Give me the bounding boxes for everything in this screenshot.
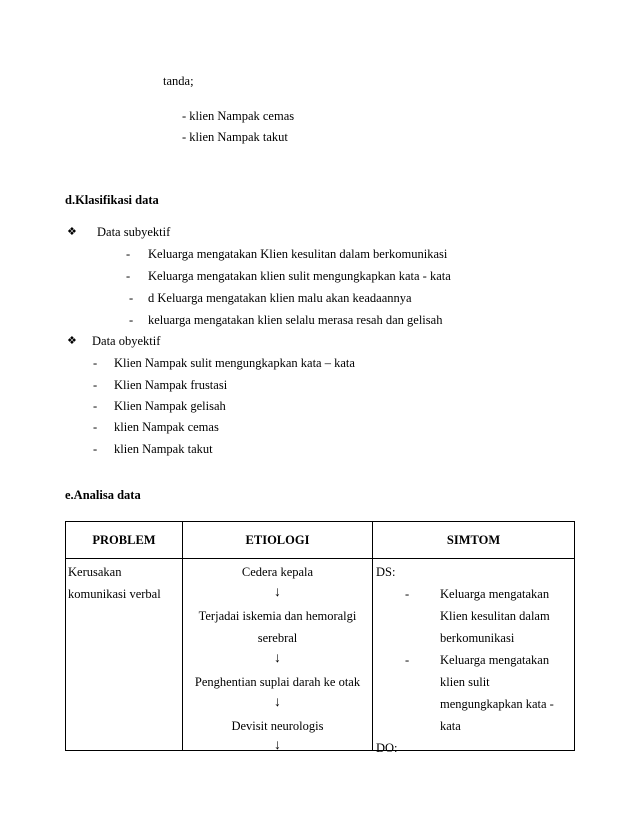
etiologi-line: Penghentian suplai darah ke otak bbox=[194, 675, 361, 689]
top-item: - klien Nampak cemas bbox=[182, 109, 295, 123]
obyektif-item: Klien Nampak frustasi bbox=[114, 378, 228, 392]
dash: - bbox=[93, 420, 98, 434]
simtom-cell bbox=[373, 559, 575, 755]
header-etiologi: ETIOLOGI bbox=[183, 522, 373, 559]
analisa-table bbox=[65, 521, 575, 755]
dash: - bbox=[93, 399, 98, 413]
dash: - bbox=[93, 356, 98, 370]
simtom-line: berkomunikasi bbox=[440, 631, 515, 645]
etiologi-line: Cedera kepala bbox=[241, 565, 314, 579]
dash: - bbox=[93, 442, 98, 456]
tanda-label: tanda; bbox=[163, 74, 194, 88]
down-arrow-icon: ↓ bbox=[274, 585, 281, 600]
obyektif-item: klien Nampak cemas bbox=[114, 420, 219, 434]
subyektif-item: keluarga mengatakan klien selalu merasa resah dan gelisah bbox=[148, 313, 443, 327]
table-row bbox=[66, 559, 575, 751]
down-arrow-icon: ↓ bbox=[274, 651, 281, 666]
simtom-line: Keluarga mengatakan bbox=[440, 587, 550, 601]
subyektif-item: Keluarga mengatakan Klien kesulitan dalam berkomunikasi bbox=[148, 247, 448, 261]
diamond-bullet-icon: ❖ bbox=[67, 226, 77, 238]
down-arrow-icon: ↓ bbox=[274, 695, 281, 710]
etiologi-line: serebral bbox=[257, 631, 298, 645]
subyektif-item: d Keluarga mengatakan klien malu akan keadaannya bbox=[148, 291, 412, 305]
dash: - bbox=[126, 247, 131, 261]
dash: - bbox=[405, 587, 410, 601]
etiologi-cell bbox=[183, 559, 373, 751]
problem-line: Kerusakan bbox=[68, 565, 122, 579]
ds-label: DS: bbox=[376, 565, 396, 579]
down-arrow-icon: ↓ bbox=[274, 738, 281, 753]
obyektif-item: Klien Nampak gelisah bbox=[114, 399, 226, 413]
obyektif-label: Data obyektif bbox=[92, 334, 161, 348]
diamond-bullet-icon: ❖ bbox=[67, 335, 77, 347]
subyektif-item: Keluarga mengatakan klien sulit mengungkapkan kata - kata bbox=[148, 269, 451, 283]
etiologi-line: Terjadai iskemia dan hemoralgi bbox=[198, 609, 357, 623]
klasifikasi-heading: d.Klasifikasi data bbox=[65, 193, 159, 207]
obyektif-item: Klien Nampak sulit mengungkapkan kata – kata bbox=[114, 356, 355, 370]
problem-line: komunikasi verbal bbox=[68, 587, 161, 601]
dash: - bbox=[405, 653, 410, 667]
simtom-line: Keluarga mengatakan bbox=[440, 653, 550, 667]
simtom-line: Klien kesulitan dalam bbox=[440, 609, 550, 623]
etiologi-line: Devisit neurologis bbox=[231, 719, 324, 733]
obyektif-item: klien Nampak takut bbox=[114, 442, 213, 456]
do-label: DO: bbox=[376, 741, 398, 755]
top-item: - klien Nampak takut bbox=[182, 130, 288, 144]
dash: - bbox=[129, 291, 134, 305]
subyektif-label: Data subyektif bbox=[97, 225, 171, 239]
dash: - bbox=[126, 269, 131, 283]
dash: - bbox=[129, 313, 134, 327]
header-problem: PROBLEM bbox=[66, 522, 183, 559]
analisa-heading: e.Analisa data bbox=[65, 488, 141, 502]
header-simtom: SIMTOM bbox=[373, 522, 575, 559]
problem-cell bbox=[66, 559, 183, 751]
dash: - bbox=[93, 378, 98, 392]
simtom-line: kata bbox=[440, 719, 461, 733]
simtom-line: mengungkapkan kata - bbox=[440, 697, 554, 711]
simtom-line: klien sulit bbox=[440, 675, 490, 689]
table-header-row bbox=[66, 522, 575, 559]
